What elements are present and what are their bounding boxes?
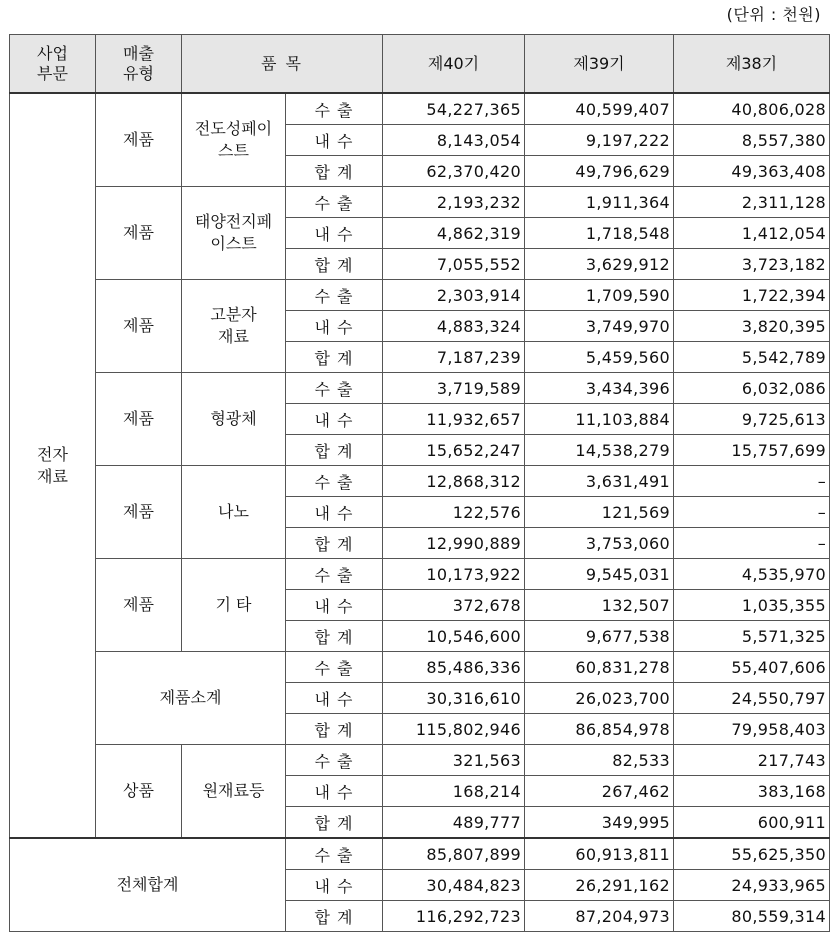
item-cell: 전도성페이 스트: [182, 93, 286, 187]
row-type-cell: 수 출: [286, 373, 383, 404]
value-cell: 1,722,394: [674, 280, 830, 311]
row-type-cell: 수 출: [286, 559, 383, 590]
value-cell: 30,484,823: [383, 870, 525, 901]
table-row: [10, 466, 830, 497]
header-period-38: 제38기: [674, 35, 830, 94]
value-cell: 3,753,060: [525, 528, 674, 559]
value-cell: 1,412,054: [674, 218, 830, 249]
table-row: [10, 559, 830, 590]
value-cell: 10,173,922: [383, 559, 525, 590]
grand-total-label: 전체합계: [10, 838, 286, 932]
value-cell: 24,933,965: [674, 870, 830, 901]
value-cell: 1,709,590: [525, 280, 674, 311]
value-cell: 372,678: [383, 590, 525, 621]
row-type-cell: 합 계: [286, 249, 383, 280]
row-type-cell: 내 수: [286, 683, 383, 714]
value-cell: 26,291,162: [525, 870, 674, 901]
row-type-cell: 내 수: [286, 404, 383, 435]
row-type-cell: 내 수: [286, 497, 383, 528]
value-cell: 321,563: [383, 745, 525, 776]
value-cell: 7,187,239: [383, 342, 525, 373]
value-cell: 30,316,610: [383, 683, 525, 714]
table-row: [10, 93, 830, 125]
value-cell: 3,719,589: [383, 373, 525, 404]
value-cell: 85,807,899: [383, 838, 525, 870]
value-cell: 3,723,182: [674, 249, 830, 280]
value-cell: 3,749,970: [525, 311, 674, 342]
item-cell: 태양전지페 이스트: [182, 187, 286, 280]
row-type-cell: 수 출: [286, 280, 383, 311]
value-cell: 9,725,613: [674, 404, 830, 435]
value-cell: 80,559,314: [674, 901, 830, 932]
value-cell: 40,806,028: [674, 93, 830, 125]
row-type-cell: 합 계: [286, 901, 383, 932]
value-cell: 26,023,700: [525, 683, 674, 714]
row-type-cell: 수 출: [286, 466, 383, 497]
value-cell: 49,363,408: [674, 156, 830, 187]
value-cell: 121,569: [525, 497, 674, 528]
item-cell: 고분자 재료: [182, 280, 286, 373]
sales-type-cell: 제품: [96, 93, 182, 187]
value-cell: 82,533: [525, 745, 674, 776]
value-cell: 15,652,247: [383, 435, 525, 466]
table-row: [10, 373, 830, 404]
row-type-cell: 수 출: [286, 745, 383, 776]
table-row: [10, 745, 830, 776]
header-row: [10, 35, 830, 94]
value-cell: 60,831,278: [525, 652, 674, 683]
value-cell: 2,303,914: [383, 280, 525, 311]
value-cell: 24,550,797: [674, 683, 830, 714]
sales-type-cell: 제품: [96, 187, 182, 280]
row-type-cell: 합 계: [286, 528, 383, 559]
row-type-cell: 합 계: [286, 156, 383, 187]
value-cell: 1,718,548: [525, 218, 674, 249]
row-type-cell: 합 계: [286, 714, 383, 745]
value-cell: 5,459,560: [525, 342, 674, 373]
value-cell: 12,990,889: [383, 528, 525, 559]
sales-type-cell: 제품: [96, 373, 182, 466]
value-cell: 3,820,395: [674, 311, 830, 342]
segment-cell: 전자 재료: [10, 93, 96, 838]
value-cell: 3,629,912: [525, 249, 674, 280]
row-type-cell: 내 수: [286, 870, 383, 901]
row-type-cell: 내 수: [286, 776, 383, 807]
value-cell: 62,370,420: [383, 156, 525, 187]
value-cell: 54,227,365: [383, 93, 525, 125]
value-cell: –: [674, 497, 830, 528]
value-cell: 3,434,396: [525, 373, 674, 404]
value-cell: 86,854,978: [525, 714, 674, 745]
header-period-39: 제39기: [525, 35, 674, 94]
value-cell: 87,204,973: [525, 901, 674, 932]
value-cell: 55,407,606: [674, 652, 830, 683]
table-row: [10, 187, 830, 218]
value-cell: 2,311,128: [674, 187, 830, 218]
value-cell: 79,958,403: [674, 714, 830, 745]
value-cell: 10,546,600: [383, 621, 525, 652]
row-type-cell: 내 수: [286, 218, 383, 249]
value-cell: 489,777: [383, 807, 525, 839]
table-row: [10, 652, 830, 683]
value-cell: 9,677,538: [525, 621, 674, 652]
value-cell: 4,862,319: [383, 218, 525, 249]
value-cell: 40,599,407: [525, 93, 674, 125]
row-type-cell: 내 수: [286, 125, 383, 156]
row-type-cell: 내 수: [286, 311, 383, 342]
value-cell: 55,625,350: [674, 838, 830, 870]
value-cell: 5,571,325: [674, 621, 830, 652]
header-period-40: 제40기: [383, 35, 525, 94]
value-cell: 1,035,355: [674, 590, 830, 621]
row-type-cell: 합 계: [286, 807, 383, 839]
value-cell: 4,535,970: [674, 559, 830, 590]
value-cell: 8,557,380: [674, 125, 830, 156]
value-cell: 115,802,946: [383, 714, 525, 745]
item-cell: 기 타: [182, 559, 286, 652]
row-type-cell: 합 계: [286, 621, 383, 652]
row-type-cell: 수 출: [286, 93, 383, 125]
sales-type-cell: 제품: [96, 280, 182, 373]
value-cell: 9,545,031: [525, 559, 674, 590]
total-row: [10, 838, 830, 870]
value-cell: 122,576: [383, 497, 525, 528]
value-cell: 267,462: [525, 776, 674, 807]
value-cell: 168,214: [383, 776, 525, 807]
value-cell: 49,796,629: [525, 156, 674, 187]
value-cell: 217,743: [674, 745, 830, 776]
table-row: [10, 280, 830, 311]
row-type-cell: 합 계: [286, 435, 383, 466]
value-cell: 2,193,232: [383, 187, 525, 218]
header-segment: 사업 부문: [10, 35, 96, 94]
value-cell: 15,757,699: [674, 435, 830, 466]
row-type-cell: 수 출: [286, 838, 383, 870]
unit-note: (단위 : 천원): [726, 5, 821, 24]
subtotal-label: 제품소계: [96, 652, 286, 745]
sales-type-cell: 제품: [96, 466, 182, 559]
sales-type-cell: 상품: [96, 745, 182, 839]
row-type-cell: 수 출: [286, 652, 383, 683]
value-cell: –: [674, 528, 830, 559]
value-cell: 3,631,491: [525, 466, 674, 497]
value-cell: 349,995: [525, 807, 674, 839]
item-cell: 나노: [182, 466, 286, 559]
value-cell: 60,913,811: [525, 838, 674, 870]
sales-table: [9, 34, 830, 932]
value-cell: 116,292,723: [383, 901, 525, 932]
value-cell: 600,911: [674, 807, 830, 839]
sales-type-cell: 제품: [96, 559, 182, 652]
header-sales-type: 매출 유형: [96, 35, 182, 94]
value-cell: 7,055,552: [383, 249, 525, 280]
value-cell: 6,032,086: [674, 373, 830, 404]
value-cell: 1,911,364: [525, 187, 674, 218]
row-type-cell: 수 출: [286, 187, 383, 218]
value-cell: 383,168: [674, 776, 830, 807]
row-type-cell: 합 계: [286, 342, 383, 373]
value-cell: 85,486,336: [383, 652, 525, 683]
value-cell: –: [674, 466, 830, 497]
value-cell: 12,868,312: [383, 466, 525, 497]
item-cell: 형광체: [182, 373, 286, 466]
value-cell: 8,143,054: [383, 125, 525, 156]
value-cell: 132,507: [525, 590, 674, 621]
row-type-cell: 내 수: [286, 590, 383, 621]
value-cell: 14,538,279: [525, 435, 674, 466]
value-cell: 5,542,789: [674, 342, 830, 373]
item-cell: 원재료등: [182, 745, 286, 839]
value-cell: 11,932,657: [383, 404, 525, 435]
table-body: [10, 93, 830, 932]
value-cell: 11,103,884: [525, 404, 674, 435]
value-cell: 9,197,222: [525, 125, 674, 156]
header-item: 품 목: [182, 35, 383, 94]
value-cell: 4,883,324: [383, 311, 525, 342]
